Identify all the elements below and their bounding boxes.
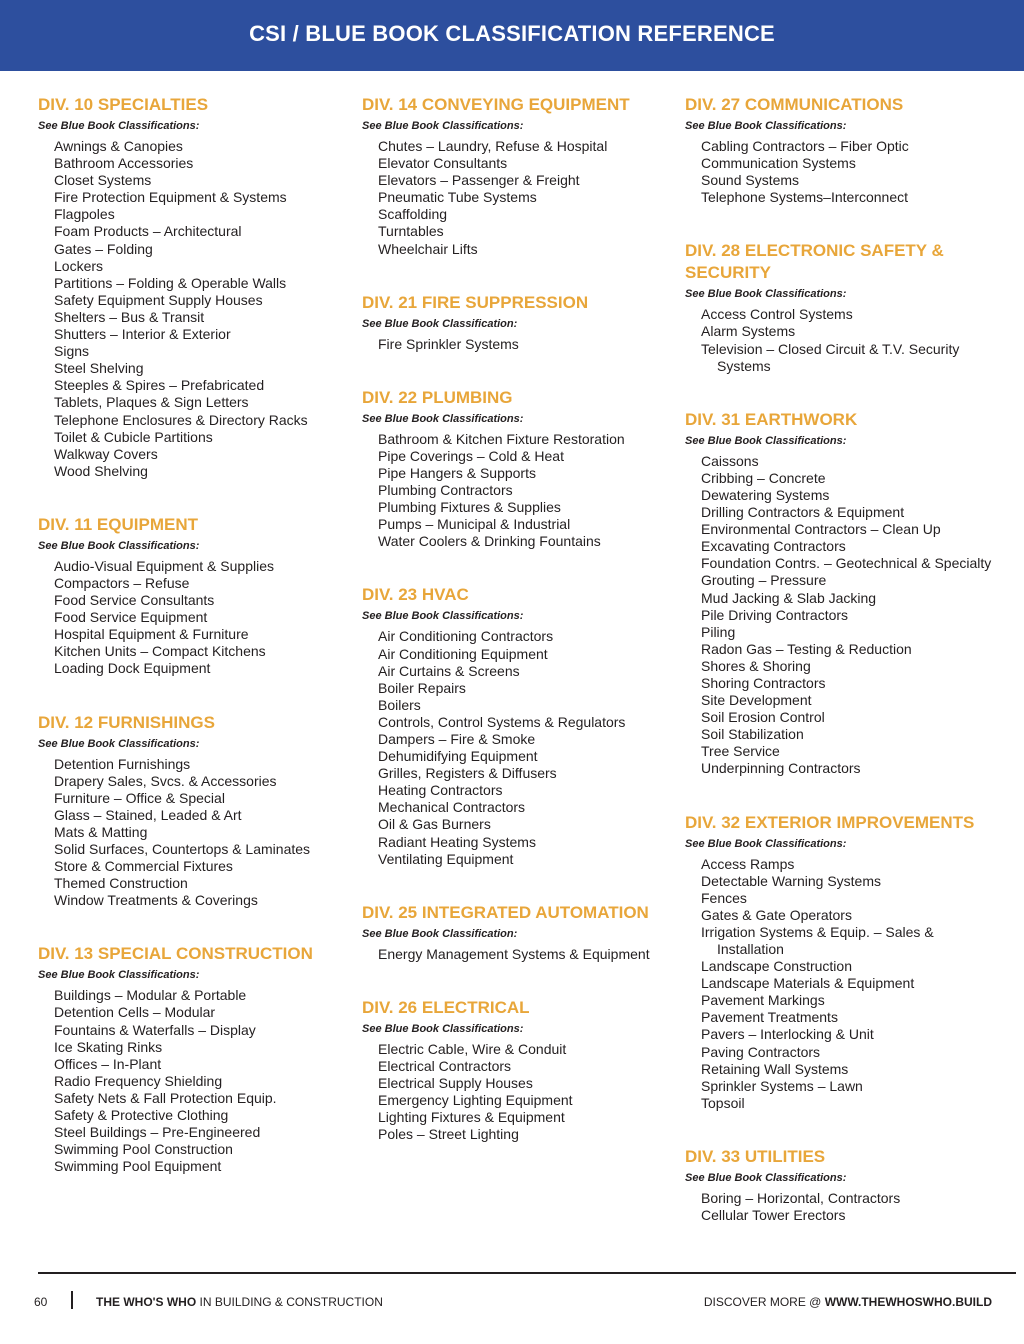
classification-item: Boilers	[378, 696, 421, 713]
classification-list	[38, 756, 338, 910]
classification-item: Access Control Systems	[701, 306, 853, 323]
division-subtitle: See Blue Book Classifications:	[38, 539, 200, 552]
classification-item: Retaining Wall Systems	[701, 1060, 849, 1077]
column-3	[685, 94, 995, 1258]
classification-item: Sound Systems	[701, 172, 800, 189]
division-title: DIV. 21 FIRE SUPPRESSION	[362, 292, 589, 312]
classification-list	[38, 138, 338, 480]
classification-item: Mats & Matting	[54, 823, 148, 840]
footer-separator	[71, 1291, 73, 1309]
classification-list	[685, 453, 995, 778]
classification-item: Mud Jacking & Slab Jacking	[701, 589, 877, 606]
page-number: 60	[34, 1295, 48, 1309]
classification-item: Steel Buildings – Pre-Engineered	[54, 1124, 261, 1141]
division-subtitle: See Blue Book Classifications:	[38, 969, 200, 982]
classification-item: Environmental Contractors – Clean Up	[701, 521, 941, 538]
division-subtitle: See Blue Book Classifications:	[685, 837, 847, 850]
classification-item: Elevators – Passenger & Freight	[378, 172, 580, 189]
classification-item: Offices – In-Plant	[54, 1055, 162, 1072]
classification-item: Ventilating Equipment	[378, 850, 514, 867]
classification-item: Fountains & Waterfalls – Display	[54, 1021, 256, 1038]
classification-item: Poles – Street Lighting	[378, 1126, 519, 1143]
classification-item: Audio-Visual Equipment & Supplies	[54, 557, 274, 574]
classification-item: Swimming Pool Equipment	[54, 1158, 222, 1175]
classification-item: Bathroom & Kitchen Fixture Restoration	[378, 430, 625, 447]
classification-item: Shoring Contractors	[701, 674, 826, 691]
classification-item: Wheelchair Lifts	[378, 240, 478, 257]
classification-item: Underpinning Contractors	[701, 760, 861, 777]
division-title: DIV. 27 COMMUNICATIONS	[685, 95, 904, 114]
classification-list	[362, 628, 672, 867]
classification-item: Radiant Heating Systems	[378, 833, 536, 850]
classification-item: Soil Erosion Control	[701, 709, 825, 726]
classification-item: Cabling Contractors – Fiber Optic	[701, 138, 909, 154]
classification-item: Gates & Gate Operators	[701, 906, 852, 923]
division-section	[685, 94, 995, 206]
classification-item: Buildings – Modular & Portable	[54, 987, 247, 1004]
classification-item: Gates – Folding	[54, 240, 153, 257]
classification-item: Safety Nets & Fall Protection Equip.	[54, 1089, 277, 1106]
classification-item: Walkway Covers	[54, 445, 158, 462]
classification-item: Cellular Tower Erectors	[701, 1207, 846, 1224]
classification-item: Shelters – Bus & Transit	[54, 308, 205, 325]
classification-item: Radio Frequency Shielding	[54, 1072, 223, 1089]
classification-item: Television – Closed Circuit & T.V. Security Systems	[701, 340, 960, 374]
classification-list	[685, 138, 995, 206]
classification-item: Hospital Equipment & Furniture	[54, 626, 249, 643]
division-title: DIV. 25 INTEGRATED AUTOMATION	[362, 902, 649, 922]
division-section	[685, 812, 995, 1112]
classification-item: Glass – Stained, Leaded & Art	[54, 806, 242, 823]
classification-item: Pile Driving Contractors	[701, 606, 849, 623]
classification-item: Access Ramps	[701, 855, 795, 872]
classification-item: Lighting Fixtures & Equipment	[378, 1109, 565, 1126]
classification-item: Dewatering Systems	[701, 486, 830, 503]
classification-item: Ice Skating Rinks	[54, 1038, 163, 1055]
classification-item: Electrical Supply Houses	[378, 1075, 533, 1091]
classification-item: Caissons	[701, 452, 759, 469]
division-title: DIV. 10 SPECIALTIES	[38, 95, 209, 114]
classification-item: Site Development	[701, 692, 812, 709]
publication-name-rest: IN BUILDING & CONSTRUCTION	[196, 1295, 383, 1309]
classification-item: Soil Stabilization	[701, 726, 804, 743]
classification-item: Furniture – Office & Special	[54, 789, 225, 806]
website-line	[704, 1295, 992, 1309]
classification-list	[38, 987, 338, 1175]
classification-item: Loading Dock Equipment	[54, 660, 211, 677]
classification-item: Themed Construction	[54, 875, 188, 892]
division-subtitle: See Blue Book Classifications:	[362, 610, 524, 623]
division-section	[362, 902, 672, 963]
classification-item: Cribbing – Concrete	[701, 469, 826, 486]
classification-item: Store & Commercial Fixtures	[54, 858, 233, 875]
classification-item: Compactors – Refuse	[54, 574, 190, 591]
classification-list	[362, 1041, 672, 1144]
classification-item: Grouting – Pressure	[701, 572, 827, 589]
classification-item: Piling	[701, 623, 736, 640]
classification-item: Grilles, Registers & Diffusers	[378, 765, 557, 782]
division-title: DIV. 32 EXTERIOR IMPROVEMENTS	[685, 812, 975, 832]
classification-list	[685, 306, 995, 374]
classification-item: Elevator Consultants	[378, 155, 508, 172]
division-subtitle: See Blue Book Classifications:	[38, 120, 200, 132]
division-subtitle: See Blue Book Classifications:	[685, 434, 847, 447]
classification-item: Boiler Repairs	[378, 679, 466, 696]
classification-item: Drapery Sales, Svcs. & Accessories	[54, 772, 277, 789]
classification-item: Foundation Contrs. – Geotechnical & Specialty	[701, 555, 992, 572]
classification-item: Bathroom Accessories	[54, 155, 194, 172]
division-subtitle: See Blue Book Classifications:	[685, 1171, 847, 1184]
division-section	[362, 292, 672, 353]
classification-list	[685, 856, 995, 1112]
classification-list	[362, 336, 672, 353]
classification-item: Dampers – Fire & Smoke	[378, 730, 536, 747]
classification-item: Mechanical Contractors	[378, 799, 526, 816]
classification-item: Air Conditioning Contractors	[378, 628, 554, 645]
division-subtitle: See Blue Book Classifications:	[362, 120, 524, 132]
classification-list	[362, 138, 672, 258]
classification-item: Air Conditioning Equipment	[378, 645, 548, 662]
classification-item: Detention Cells – Modular	[54, 1004, 216, 1021]
classification-item: Pavement Treatments	[701, 1009, 838, 1026]
classification-item: Electric Cable, Wire & Conduit	[378, 1040, 567, 1057]
classification-item: Excavating Contractors	[701, 538, 846, 555]
classification-item: Toilet & Cubicle Partitions	[54, 428, 213, 445]
classification-item: Sprinkler Systems – Lawn	[701, 1077, 863, 1094]
division-title: DIV. 28 ELECTRONIC SAFETY & SECURITY	[685, 241, 944, 283]
division-section	[38, 514, 338, 678]
classification-item: Radon Gas – Testing & Reduction	[701, 640, 912, 657]
classification-item: Plumbing Contractors	[378, 482, 513, 499]
division-section	[38, 712, 338, 910]
classification-item: Boring – Horizontal, Contractors	[701, 1189, 901, 1206]
classification-item: Paving Contractors	[701, 1043, 821, 1060]
classification-item: Scaffolding	[378, 206, 448, 223]
classification-item: Window Treatments & Coverings	[54, 892, 258, 909]
division-title: DIV. 13 SPECIAL CONSTRUCTION	[38, 944, 313, 964]
classification-item: Chutes – Laundry, Refuse & Hospital	[378, 138, 608, 154]
classification-item: Shores & Shoring	[701, 657, 811, 674]
classification-item: Dehumidifying Equipment	[378, 748, 538, 765]
division-section	[38, 943, 338, 1175]
classification-list	[362, 946, 672, 963]
classification-item: Telephone Enclosures & Directory Racks	[54, 411, 308, 428]
classification-item: Pipe Hangers & Supports	[378, 464, 536, 481]
classification-item: Pneumatic Tube Systems	[378, 189, 537, 206]
classification-list	[38, 558, 338, 678]
classification-item: Electrical Contractors	[378, 1057, 512, 1074]
classification-item: Irrigation Systems & Equip. – Sales & Installation	[701, 923, 934, 957]
division-section	[362, 94, 672, 258]
classification-item: Kitchen Units – Compact Kitchens	[54, 643, 266, 660]
classification-item: Communication Systems	[701, 155, 856, 172]
classification-item: Drilling Contractors & Equipment	[701, 504, 905, 521]
classification-item: Foam Products – Architectural	[54, 223, 242, 240]
publication-name	[96, 1295, 383, 1309]
classification-item: Awnings & Canopies	[54, 138, 183, 154]
division-section	[362, 584, 672, 867]
division-title: DIV. 14 CONVEYING EQUIPMENT	[362, 95, 630, 114]
division-title: DIV. 26 ELECTRICAL	[362, 997, 530, 1017]
division-section	[362, 387, 672, 551]
classification-list	[685, 1190, 995, 1224]
classification-item: Oil & Gas Burners	[378, 816, 491, 833]
classification-item: Pavers – Interlocking & Unit	[701, 1026, 874, 1043]
footer-divider	[38, 1272, 1016, 1274]
classification-item: Solid Surfaces, Countertops & Laminates	[54, 841, 311, 857]
classification-item: Detectable Warning Systems	[701, 872, 881, 889]
division-title: DIV. 22 PLUMBING	[362, 387, 513, 407]
classification-item: Controls, Control Systems & Regulators	[378, 713, 626, 730]
classification-item: Partitions – Folding & Operable Walls	[54, 274, 287, 291]
classification-item: Energy Management Systems & Equipment	[378, 945, 650, 962]
classification-item: Closet Systems	[54, 172, 152, 189]
classification-item: Fire Protection Equipment & Systems	[54, 189, 287, 206]
discover-label: DISCOVER MORE @	[703, 1295, 825, 1309]
classification-item: Swimming Pool Construction	[54, 1141, 233, 1158]
classification-item: Landscape Materials & Equipment	[701, 975, 915, 992]
division-subtitle: See Blue Book Classification:	[362, 317, 518, 330]
classification-item: Lockers	[54, 257, 104, 274]
division-section	[685, 1146, 995, 1224]
classification-item: Food Service Equipment	[54, 609, 208, 626]
website-link[interactable]: WWW.THEWHOSWHO.BUILD	[824, 1295, 992, 1309]
division-subtitle: See Blue Book Classifications:	[38, 737, 200, 750]
page-title: CSI / BLUE BOOK CLASSIFICATION REFERENCE	[249, 21, 775, 46]
division-title: DIV. 11 EQUIPMENT	[38, 514, 198, 534]
classification-item: Alarm Systems	[701, 323, 796, 340]
classification-item: Emergency Lighting Equipment	[378, 1092, 573, 1109]
division-title: DIV. 23 HVAC	[362, 585, 469, 605]
division-subtitle: See Blue Book Classifications:	[362, 412, 524, 425]
division-section	[685, 240, 995, 374]
classification-item: Water Coolers & Drinking Fountains	[378, 533, 601, 550]
classification-item: Wood Shelving	[54, 462, 148, 479]
classification-item: Plumbing Fixtures & Supplies	[378, 499, 561, 516]
division-subtitle: See Blue Book Classifications:	[685, 288, 847, 301]
classification-item: Signs	[54, 343, 90, 360]
division-section	[38, 94, 338, 480]
classification-item: Steel Shelving	[54, 360, 144, 377]
division-subtitle: See Blue Book Classification:	[362, 927, 518, 940]
classification-list	[362, 431, 672, 551]
classification-item: Safety & Protective Clothing	[54, 1107, 229, 1124]
classification-item: Topsoil	[701, 1094, 745, 1111]
division-subtitle: See Blue Book Classifications:	[685, 120, 847, 132]
classification-item: Tree Service	[701, 743, 780, 760]
classification-item: Pumps – Municipal & Industrial	[378, 516, 571, 533]
classification-item: Safety Equipment Supply Houses	[54, 291, 263, 308]
classification-item: Telephone Systems–Interconnect	[701, 189, 909, 206]
classification-item: Flagpoles	[54, 206, 115, 223]
page-header	[0, 0, 1024, 71]
classification-item: Landscape Construction	[701, 958, 852, 975]
classification-item: Pavement Markings	[701, 992, 825, 1009]
classification-item: Fences	[701, 889, 747, 906]
classification-item: Turntables	[378, 223, 444, 240]
classification-item: Heating Contractors	[378, 782, 503, 799]
classification-item: Detention Furnishings	[54, 755, 191, 772]
division-title: DIV. 31 EARTHWORK	[685, 409, 858, 429]
division-title: DIV. 33 UTILITIES	[685, 1146, 826, 1166]
publication-name-bold: THE WHO'S WHO	[96, 1295, 197, 1309]
classification-item: Fire Sprinkler Systems	[378, 335, 519, 352]
division-subtitle: See Blue Book Classifications:	[362, 1022, 524, 1035]
division-section	[362, 997, 672, 1144]
column-2	[362, 94, 672, 1177]
classification-item: Tablets, Plaques & Sign Letters	[54, 394, 249, 411]
classification-item: Pipe Coverings – Cold & Heat	[378, 447, 564, 464]
division-section	[685, 409, 995, 778]
column-1	[38, 94, 338, 1209]
division-title: DIV. 12 FURNISHINGS	[38, 712, 215, 732]
classification-item: Food Service Consultants	[54, 592, 215, 609]
classification-item: Air Curtains & Screens	[378, 662, 520, 679]
classification-item: Steeples & Spires – Prefabricated	[54, 377, 265, 394]
classification-item: Shutters – Interior & Exterior	[54, 326, 231, 343]
